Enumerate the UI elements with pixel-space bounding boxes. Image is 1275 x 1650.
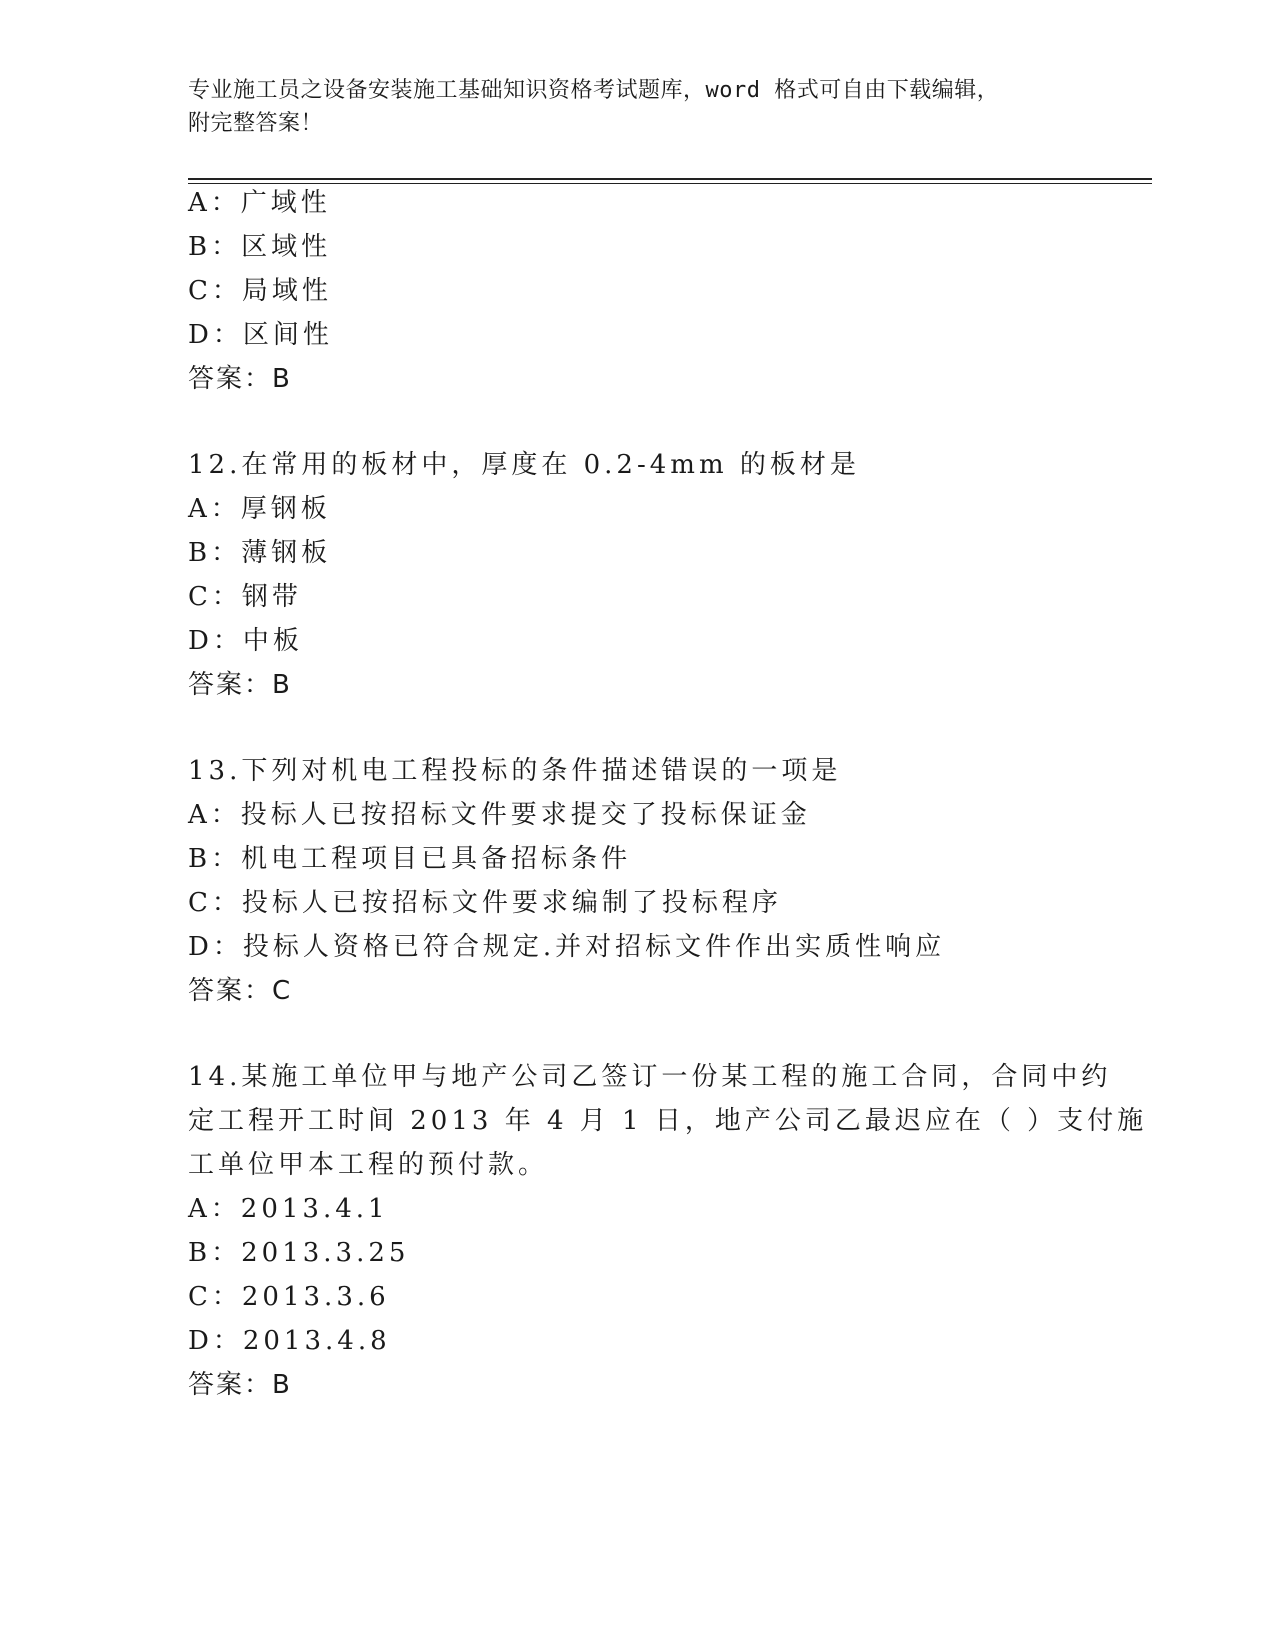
header-line-2: 附完整答案！ bbox=[188, 111, 324, 136]
option-a: A：广域性 bbox=[188, 188, 331, 218]
header-line-1: 专业施工员之设备安装施工基础知识资格考试题库，word 格式可自由下载编辑， bbox=[188, 78, 1000, 103]
question-14-option-d: D：2013.4.8 bbox=[188, 1326, 391, 1356]
question-13-answer: 答案：C bbox=[188, 976, 293, 1006]
question-12-answer: 答案：B bbox=[188, 670, 292, 700]
question-13-stem: 13.下列对机电工程投标的条件描述错误的一项是 bbox=[188, 756, 842, 786]
question-14-option-a: A：2013.4.1 bbox=[188, 1194, 389, 1224]
header-rule-thick bbox=[188, 178, 1152, 180]
question-14-stem-line-1: 14.某施工单位甲与地产公司乙签订一份某工程的施工合同，合同中约 bbox=[188, 1062, 1112, 1092]
answer-label: 答案：B bbox=[188, 364, 292, 394]
question-12-stem: 12.在常用的板材中，厚度在 0.2-4mm 的板材是 bbox=[188, 450, 860, 480]
question-14-option-c: C：2013.3.6 bbox=[188, 1282, 390, 1312]
header-rule-thin bbox=[188, 183, 1152, 184]
document-header bbox=[188, 74, 1088, 140]
question-14-answer: 答案：B bbox=[188, 1370, 292, 1400]
question-12-option-b: B：薄钢板 bbox=[188, 538, 332, 568]
question-14-stem-line-3: 工单位甲本工程的预付款。 bbox=[188, 1150, 549, 1180]
question-12-option-a: A：厚钢板 bbox=[188, 494, 331, 524]
question-14-stem-line-2: 定工程开工时间 2013 年 4 月 1 日，地产公司乙最迟应在（ ）支付施 bbox=[188, 1106, 1148, 1136]
question-13-option-d: D：投标人资格已符合规定.并对招标文件作出实质性响应 bbox=[188, 932, 946, 962]
question-13-option-a: A：投标人已按招标文件要求提交了投标保证金 bbox=[188, 800, 811, 830]
question-12-option-d: D：中板 bbox=[188, 626, 303, 656]
question-12-option-c: C：钢带 bbox=[188, 582, 302, 612]
question-13-option-c: C：投标人已按招标文件要求编制了投标程序 bbox=[188, 888, 782, 918]
question-14-option-b: B：2013.3.25 bbox=[188, 1238, 410, 1268]
question-13-option-b: B：机电工程项目已具备招标条件 bbox=[188, 844, 632, 874]
option-d: D：区间性 bbox=[188, 320, 333, 350]
option-c: C：局域性 bbox=[188, 276, 332, 306]
option-b: B：区域性 bbox=[188, 232, 332, 262]
